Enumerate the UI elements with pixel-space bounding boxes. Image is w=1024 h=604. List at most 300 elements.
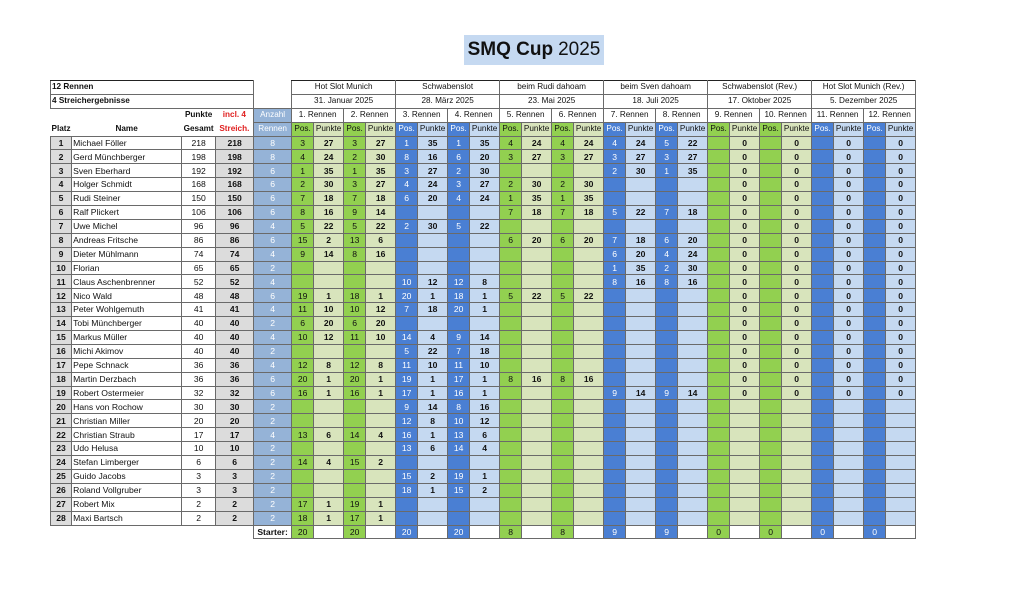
pos-cell — [396, 511, 418, 525]
incl-cell: 17 — [216, 428, 254, 442]
points-cell — [678, 331, 708, 345]
points-cell — [314, 275, 344, 289]
points-cell: 10 — [366, 331, 396, 345]
blank-cell — [730, 525, 760, 539]
points-cell: 0 — [834, 358, 864, 372]
pos-cell — [760, 275, 782, 289]
pos-cell — [344, 483, 366, 497]
points-cell: 20 — [626, 247, 656, 261]
driver-name: Christian Miller — [72, 414, 182, 428]
points-cell: 0 — [730, 372, 760, 386]
points-cell: 16 — [522, 372, 552, 386]
points-cell — [574, 497, 604, 511]
race-label: 1. Rennen — [292, 108, 344, 122]
pos-cell: 17 — [448, 372, 470, 386]
pos-cell — [760, 428, 782, 442]
points-cell — [834, 442, 864, 456]
pos-cell — [656, 428, 678, 442]
pos-cell — [864, 178, 886, 192]
pos-cell: 1 — [500, 192, 522, 206]
pos-cell — [812, 400, 834, 414]
driver-name: Peter Wohlgemuth — [72, 303, 182, 317]
pos-cell — [344, 400, 366, 414]
pos-cell — [708, 289, 730, 303]
starter-count: 0 — [864, 525, 886, 539]
platz-cell: 14 — [51, 317, 72, 331]
incl-cell: 65 — [216, 261, 254, 275]
points-cell: 24 — [470, 192, 500, 206]
pos-cell: 3 — [292, 136, 314, 150]
pos-cell — [500, 317, 522, 331]
points-cell — [678, 456, 708, 470]
pos-cell: 8 — [396, 150, 418, 164]
points-cell: 0 — [834, 150, 864, 164]
pos-cell — [864, 497, 886, 511]
table-row — [51, 247, 916, 261]
points-cell — [834, 483, 864, 497]
pos-cell — [656, 219, 678, 233]
pos-cell — [812, 233, 834, 247]
gesamt-cell: 10 — [182, 442, 216, 456]
points-cell: 0 — [834, 386, 864, 400]
points-cell: 30 — [574, 178, 604, 192]
points-cell: 1 — [366, 386, 396, 400]
points-cell: 27 — [470, 178, 500, 192]
gesamt-cell: 40 — [182, 344, 216, 358]
pos-cell: 13 — [448, 428, 470, 442]
pos-cell: 1 — [396, 136, 418, 150]
pos-cell: 3 — [604, 150, 626, 164]
pos-cell: 10 — [448, 414, 470, 428]
pos-cell: 8 — [292, 206, 314, 220]
points-cell: 6 — [366, 233, 396, 247]
points-cell: 1 — [418, 386, 448, 400]
incl-cell: 218 — [216, 136, 254, 150]
gesamt-cell: 74 — [182, 247, 216, 261]
table-row — [51, 414, 916, 428]
blank-cell — [72, 108, 182, 122]
points-cell: 0 — [886, 192, 916, 206]
gesamt-cell: 30 — [182, 400, 216, 414]
pos-cell — [708, 469, 730, 483]
pos-cell — [500, 275, 522, 289]
starter-count: 0 — [760, 525, 782, 539]
points-cell — [678, 497, 708, 511]
points-cell: 0 — [782, 192, 812, 206]
pos-cell — [760, 456, 782, 470]
pos-cell — [604, 303, 626, 317]
points-cell — [678, 469, 708, 483]
points-cell: 35 — [522, 192, 552, 206]
blank-cell — [626, 525, 656, 539]
incl-cell: 6 — [216, 456, 254, 470]
pos-cell — [708, 386, 730, 400]
anzahl-cell: 2 — [254, 400, 292, 414]
pos-cell: 9 — [656, 386, 678, 400]
points-cell: 0 — [834, 303, 864, 317]
pos-cell: 19 — [344, 497, 366, 511]
anzahl-cell: 8 — [254, 136, 292, 150]
pos-cell — [864, 289, 886, 303]
event-date: 17. Oktober 2025 — [708, 94, 812, 108]
pos-cell — [760, 386, 782, 400]
points-cell: 18 — [574, 206, 604, 220]
gesamt-cell: 20 — [182, 414, 216, 428]
points-cell — [834, 456, 864, 470]
pos-cell — [552, 497, 574, 511]
pos-cell — [708, 150, 730, 164]
driver-name: Gerd Münchberger — [72, 150, 182, 164]
table-row — [51, 289, 916, 303]
pos-cell — [500, 247, 522, 261]
anzahl-cell: 2 — [254, 442, 292, 456]
gesamt-cell: 2 — [182, 511, 216, 525]
pos-cell: 3 — [344, 178, 366, 192]
points-cell — [626, 219, 656, 233]
points-cell — [626, 511, 656, 525]
pos-cell — [344, 275, 366, 289]
pos-cell — [864, 358, 886, 372]
pos-cell — [656, 289, 678, 303]
incl-cell: 40 — [216, 331, 254, 345]
points-cell: 30 — [366, 150, 396, 164]
gesamt-cell: 2 — [182, 497, 216, 511]
points-cell: 0 — [834, 289, 864, 303]
points-cell — [522, 317, 552, 331]
race-label: 5. Rennen — [500, 108, 552, 122]
points-cell: 22 — [314, 219, 344, 233]
incl-cell: 150 — [216, 192, 254, 206]
blank-cell — [470, 525, 500, 539]
incl-cell: 32 — [216, 386, 254, 400]
points-cell: 2 — [470, 483, 500, 497]
pos-cell — [500, 428, 522, 442]
anzahl-cell: 6 — [254, 289, 292, 303]
pos-cell: 12 — [292, 358, 314, 372]
points-cell: 16 — [366, 247, 396, 261]
page-title — [464, 35, 604, 65]
pos-cell — [292, 344, 314, 358]
pos-cell — [448, 261, 470, 275]
table-row — [51, 469, 916, 483]
points-cell — [314, 261, 344, 275]
points-cell — [782, 456, 812, 470]
points-cell: 0 — [782, 344, 812, 358]
pos-cell — [500, 331, 522, 345]
points-cell: 35 — [418, 136, 448, 150]
pos-cell — [448, 511, 470, 525]
points-cell — [782, 483, 812, 497]
points-cell: 16 — [574, 372, 604, 386]
points-cell — [314, 400, 344, 414]
pos-cell — [656, 358, 678, 372]
pos-cell: 4 — [500, 136, 522, 150]
pos-cell — [604, 442, 626, 456]
pos-cell — [344, 442, 366, 456]
anzahl-cell: 4 — [254, 303, 292, 317]
pos-cell: 17 — [292, 497, 314, 511]
pos-cell — [864, 386, 886, 400]
pos-cell — [708, 206, 730, 220]
points-cell: 2 — [366, 456, 396, 470]
points-cell — [678, 358, 708, 372]
gesamt-cell: 48 — [182, 289, 216, 303]
pos-cell: 9 — [396, 400, 418, 414]
header-platz: Platz — [51, 123, 71, 133]
points-cell: 1 — [314, 372, 344, 386]
points-cell: 20 — [678, 233, 708, 247]
pos-cell: 1 — [656, 164, 678, 178]
points-cell — [834, 497, 864, 511]
gesamt-cell: 40 — [182, 317, 216, 331]
driver-name: Christian Straub — [72, 428, 182, 442]
pos-cell: 7 — [448, 344, 470, 358]
points-cell: 27 — [522, 150, 552, 164]
points-cell — [678, 317, 708, 331]
points-cell — [470, 456, 500, 470]
header-punkte-top: Punkte — [184, 110, 213, 120]
points-cell — [886, 456, 916, 470]
pos-cell — [604, 289, 626, 303]
points-cell: 0 — [886, 358, 916, 372]
pos-cell — [656, 317, 678, 331]
platz-cell: 7 — [51, 219, 72, 233]
header-punkte: Punkte — [418, 122, 448, 136]
pos-cell — [864, 511, 886, 525]
pos-cell — [448, 317, 470, 331]
platz-cell: 20 — [51, 400, 72, 414]
table-row — [51, 442, 916, 456]
points-cell: 16 — [470, 400, 500, 414]
pos-cell: 8 — [604, 275, 626, 289]
points-cell — [418, 497, 448, 511]
points-cell: 14 — [366, 206, 396, 220]
pos-cell — [812, 261, 834, 275]
pos-cell — [812, 414, 834, 428]
event-date: 28. März 2025 — [396, 94, 500, 108]
pos-cell — [760, 497, 782, 511]
pos-cell — [864, 442, 886, 456]
pos-cell — [500, 164, 522, 178]
anzahl-cell: 6 — [254, 372, 292, 386]
pos-cell: 18 — [448, 289, 470, 303]
points-cell — [574, 331, 604, 345]
points-cell: 0 — [782, 289, 812, 303]
pos-cell — [708, 275, 730, 289]
pos-cell — [500, 414, 522, 428]
platz-cell: 8 — [51, 233, 72, 247]
header-pos: Pos. — [708, 122, 730, 136]
pos-cell: 10 — [344, 303, 366, 317]
platz-cell: 23 — [51, 442, 72, 456]
points-cell — [626, 344, 656, 358]
points-cell — [834, 511, 864, 525]
pos-cell — [552, 247, 574, 261]
event-venue: Schwabenslot — [396, 81, 500, 95]
race-label: 11. Rennen — [812, 108, 864, 122]
points-cell: 0 — [730, 289, 760, 303]
points-cell: 0 — [730, 136, 760, 150]
points-cell — [626, 358, 656, 372]
header-incl-bottom: Streich. — [219, 123, 250, 133]
table-row — [51, 233, 916, 247]
platz-cell: 6 — [51, 206, 72, 220]
pos-cell: 2 — [656, 261, 678, 275]
points-cell: 1 — [418, 289, 448, 303]
pos-cell — [708, 178, 730, 192]
pos-cell — [864, 331, 886, 345]
gesamt-cell: 65 — [182, 261, 216, 275]
points-cell — [678, 511, 708, 525]
pos-cell — [448, 497, 470, 511]
pos-cell: 19 — [448, 469, 470, 483]
pos-cell — [864, 247, 886, 261]
points-cell: 0 — [730, 331, 760, 345]
points-cell: 0 — [834, 372, 864, 386]
pos-cell — [656, 414, 678, 428]
points-cell: 35 — [366, 164, 396, 178]
points-cell: 20 — [574, 233, 604, 247]
points-cell — [418, 317, 448, 331]
platz-cell: 17 — [51, 358, 72, 372]
driver-name: Markus Müller — [72, 331, 182, 345]
points-cell — [522, 497, 552, 511]
points-cell — [522, 428, 552, 442]
table-row — [51, 261, 916, 275]
pos-cell: 4 — [292, 150, 314, 164]
pos-cell — [448, 233, 470, 247]
pos-cell — [812, 192, 834, 206]
pos-cell: 8 — [656, 275, 678, 289]
points-cell — [678, 192, 708, 206]
pos-cell — [864, 206, 886, 220]
anzahl-cell: 2 — [254, 317, 292, 331]
pos-cell: 20 — [396, 289, 418, 303]
pos-cell — [760, 303, 782, 317]
points-cell — [782, 497, 812, 511]
points-cell: 0 — [730, 150, 760, 164]
pos-cell — [552, 275, 574, 289]
pos-cell — [760, 483, 782, 497]
pos-cell — [864, 428, 886, 442]
points-cell: 0 — [886, 317, 916, 331]
points-cell: 35 — [678, 164, 708, 178]
gesamt-cell: 198 — [182, 150, 216, 164]
points-cell — [522, 247, 552, 261]
race-label: 6. Rennen — [552, 108, 604, 122]
pos-cell — [552, 456, 574, 470]
points-cell: 27 — [366, 136, 396, 150]
pos-cell — [864, 400, 886, 414]
pos-cell: 4 — [396, 178, 418, 192]
points-cell — [886, 400, 916, 414]
anzahl-cell: 2 — [254, 511, 292, 525]
anzahl-cell: 2 — [254, 456, 292, 470]
points-cell — [678, 178, 708, 192]
platz-cell: 3 — [51, 164, 72, 178]
points-cell — [626, 497, 656, 511]
pos-cell: 18 — [396, 483, 418, 497]
pos-cell — [656, 456, 678, 470]
header-pos: Pos. — [760, 122, 782, 136]
pos-cell — [864, 164, 886, 178]
pos-cell — [812, 206, 834, 220]
pos-cell: 5 — [344, 219, 366, 233]
points-cell: 30 — [678, 261, 708, 275]
points-cell: 0 — [886, 206, 916, 220]
pos-cell — [708, 303, 730, 317]
points-cell: 0 — [782, 386, 812, 400]
pos-cell: 17 — [396, 386, 418, 400]
points-cell: 20 — [314, 317, 344, 331]
points-cell: 30 — [626, 164, 656, 178]
pos-cell: 3 — [344, 136, 366, 150]
pos-cell: 14 — [448, 442, 470, 456]
points-cell: 0 — [886, 261, 916, 275]
points-cell: 0 — [730, 261, 760, 275]
pos-cell: 12 — [448, 275, 470, 289]
pos-cell — [500, 456, 522, 470]
blank-cell — [254, 81, 292, 95]
pos-cell — [812, 331, 834, 345]
incl-cell: 40 — [216, 344, 254, 358]
points-cell — [730, 483, 760, 497]
blank-cell — [678, 525, 708, 539]
pos-cell — [760, 233, 782, 247]
anzahl-cell: 2 — [254, 483, 292, 497]
pos-cell — [552, 358, 574, 372]
pos-cell: 4 — [552, 136, 574, 150]
points-cell — [522, 483, 552, 497]
points-cell: 8 — [366, 358, 396, 372]
pos-cell: 12 — [344, 358, 366, 372]
pos-cell — [708, 233, 730, 247]
table-row — [51, 483, 916, 497]
table-row — [51, 386, 916, 400]
driver-name: Robert Ostermeier — [72, 386, 182, 400]
points-cell — [886, 483, 916, 497]
pos-cell — [708, 358, 730, 372]
points-cell: 10 — [418, 358, 448, 372]
points-cell: 0 — [730, 275, 760, 289]
points-cell — [678, 289, 708, 303]
pos-cell — [604, 469, 626, 483]
table-row — [51, 178, 916, 192]
points-cell: 0 — [834, 164, 864, 178]
platz-cell: 16 — [51, 344, 72, 358]
pos-cell: 3 — [396, 164, 418, 178]
points-cell — [626, 372, 656, 386]
pos-cell — [396, 233, 418, 247]
pos-cell: 11 — [448, 358, 470, 372]
points-cell — [678, 428, 708, 442]
pos-cell — [292, 400, 314, 414]
points-cell: 20 — [366, 317, 396, 331]
points-cell — [678, 219, 708, 233]
points-cell: 20 — [470, 150, 500, 164]
points-cell: 22 — [366, 219, 396, 233]
points-cell: 4 — [418, 331, 448, 345]
pos-cell: 8 — [552, 372, 574, 386]
points-cell: 1 — [470, 386, 500, 400]
starter-count: 8 — [500, 525, 522, 539]
pos-cell: 8 — [344, 247, 366, 261]
driver-name: Stefan Limberger — [72, 456, 182, 470]
header-pos: Pos. — [656, 122, 678, 136]
pos-cell: 16 — [396, 428, 418, 442]
pos-cell: 6 — [448, 150, 470, 164]
points-cell: 0 — [834, 206, 864, 220]
